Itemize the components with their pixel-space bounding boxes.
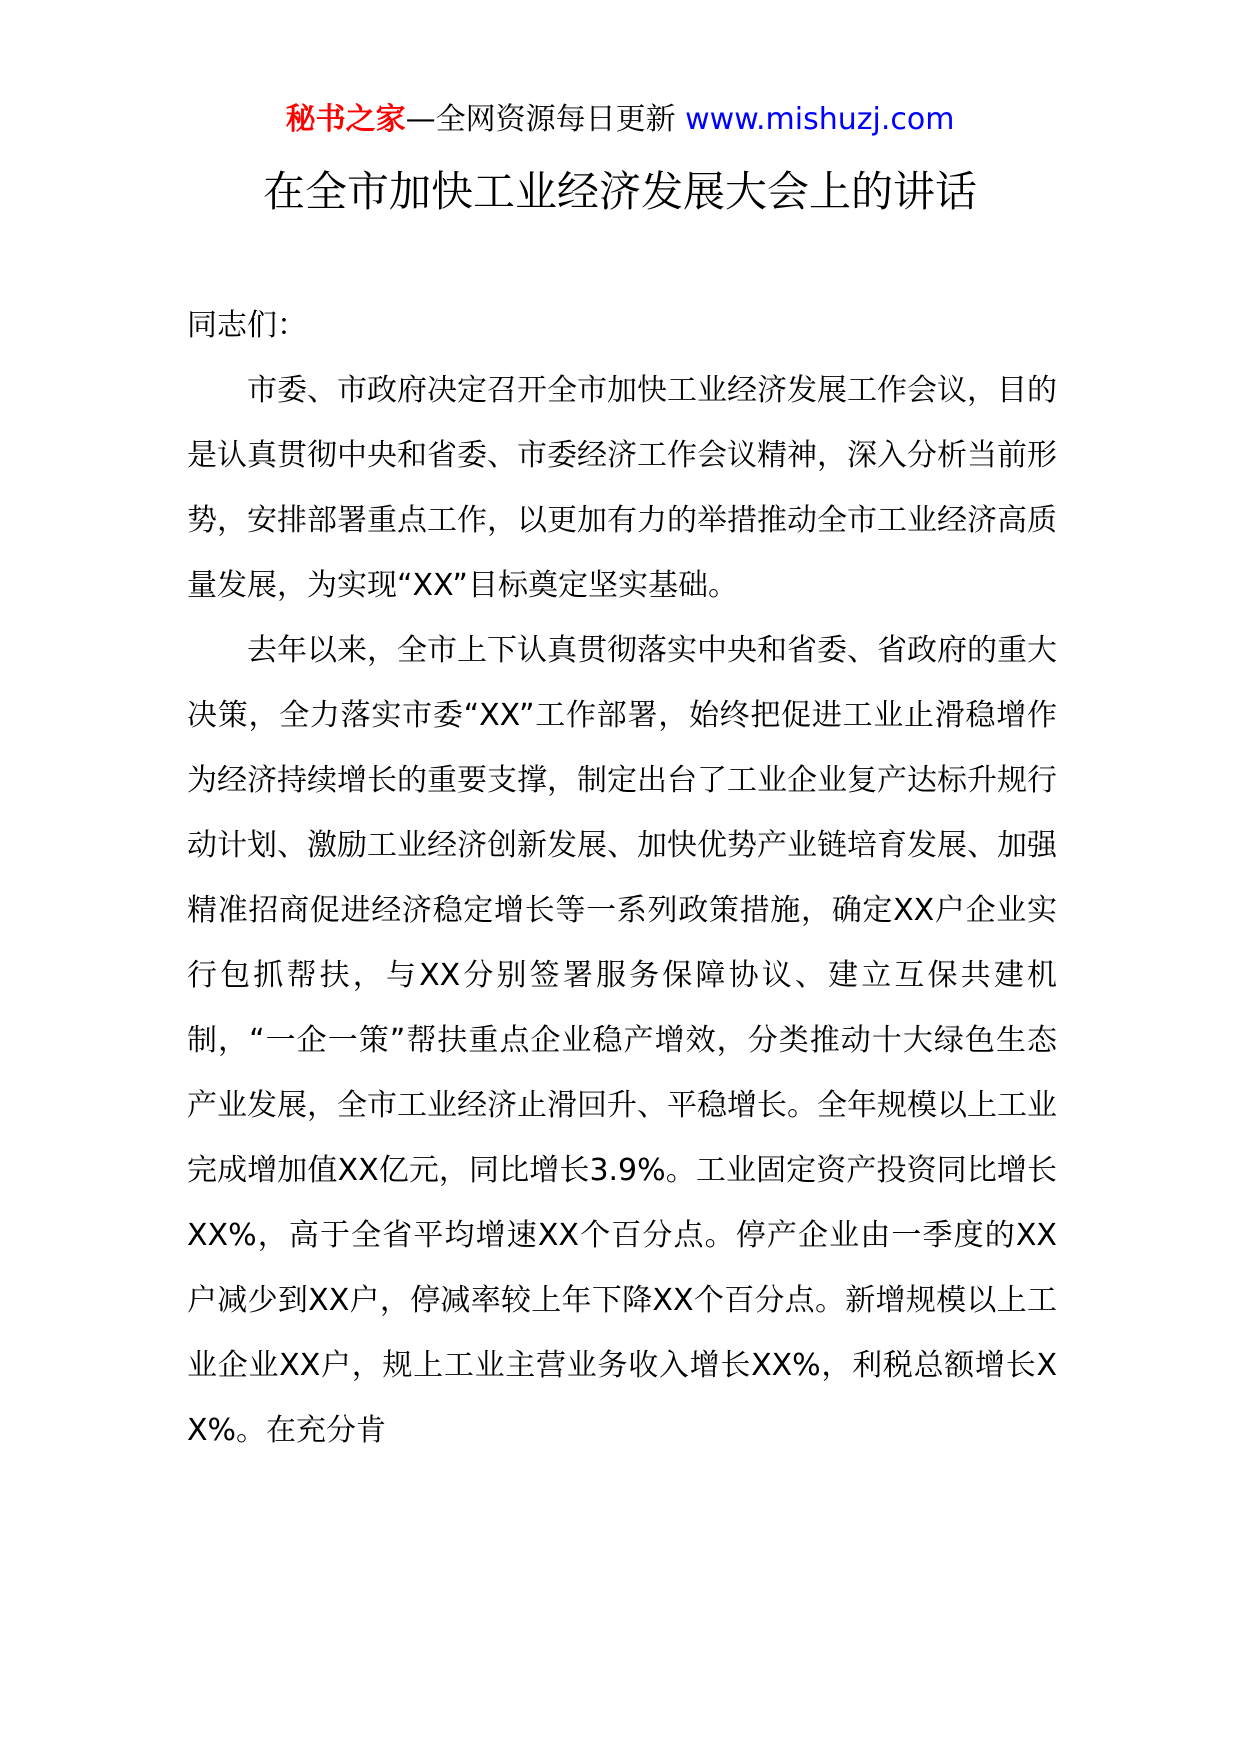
site-url-link[interactable]: www.mishuzj.com	[685, 102, 955, 137]
salutation: 同志们：	[187, 308, 307, 343]
body-paragraph: 去年以来，全市上下认真贯彻落实中央和省委、省政府的重大决策，全力落实市委“XX”工作部署，始终把促进工业止滑稳增作为经济持续增长的重要支撑，制定出台了工业企业复产达标升规行动计划、激励工业经济创新发展、加快优势产业链培育发展、加强精准招商促进经济稳定增长等一系列政策措施，确定XX户企业实行包抓帮扶，与XX分别签署服务保障协议、建立互保共建机制，“一企一策”帮扶重点企业稳产增效，分类推动十大绿色生态产业发展，全市工业经济止滑回升、平稳增长。全年规模以上工业完成增加值XX亿元，同比增长3.9%。工业固定资产投资同比增长XX%，高于全省平均增速XX个百分点。停产企业由一季度的XX户减少到XX户，停减率较上年下降XX个百分点。新增规模以上工业企业XX户，规上工业主营业务收入增长XX%，利税总额增长XX%。在充分肯	[187, 633, 1057, 1448]
header-tagline: —全网资源每日更新	[405, 102, 686, 137]
brand-name: 秘书之家	[285, 102, 406, 137]
document-title: 在全市加快工业经济发展大会上的讲话	[262, 167, 977, 216]
document-body	[187, 293, 1057, 1463]
body-paragraph: 市委、市政府决定召开全市加快工业经济发展工作会议，目的是认真贯彻中央和省委、市委经济工作会议精神，深入分析当前形势，安排部署重点工作，以更加有力的举措推动全市工业经济高质量发展，为实现“XX”目标奠定坚实基础。	[187, 373, 1057, 603]
site-header	[0, 100, 1240, 140]
